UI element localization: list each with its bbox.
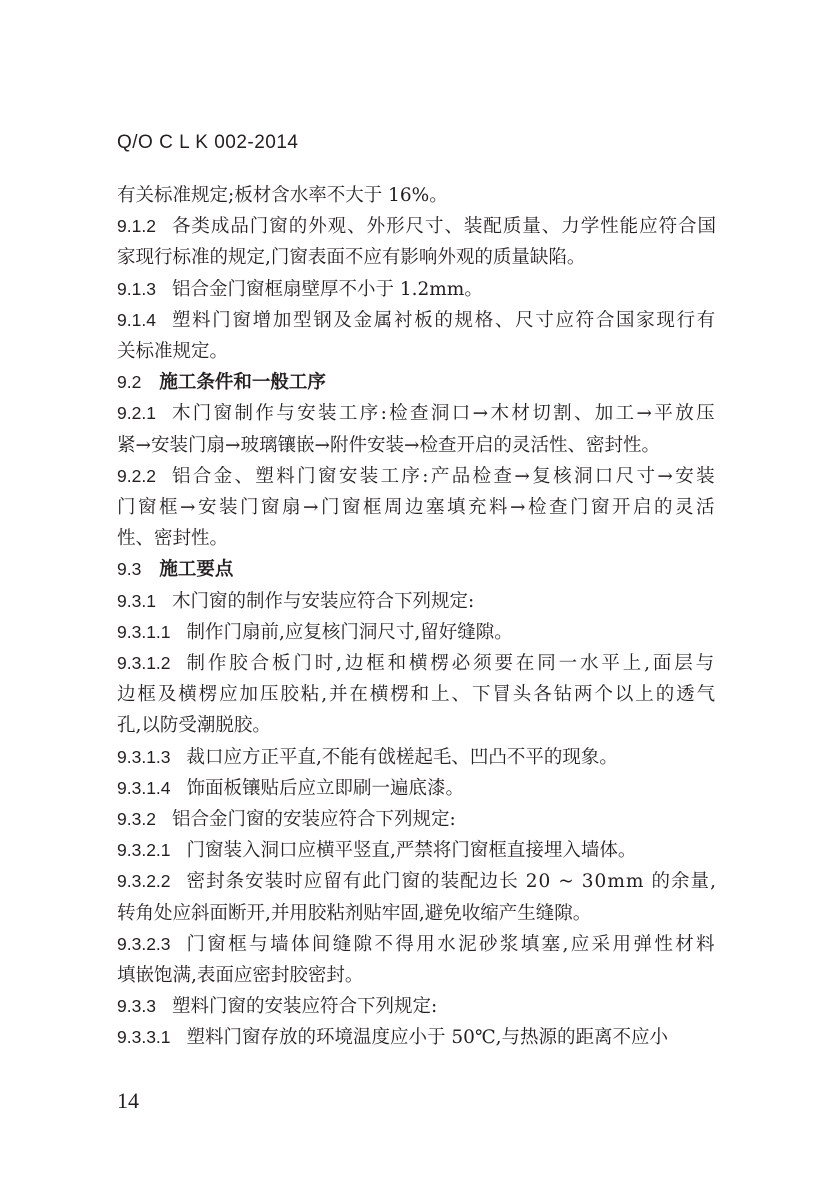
text-line (117, 742, 717, 773)
clause-number: 9.1.2 (117, 216, 156, 237)
text-line (117, 648, 717, 679)
clause-paragraph (117, 991, 717, 1022)
clause-text: 家现行标准的规定,门窗表面不应有影响外观的质量缺陷。 (117, 247, 586, 269)
text-line (117, 461, 717, 492)
clause-number: 9.2 (117, 372, 142, 393)
clause-number: 9.3 (117, 559, 142, 580)
clause-paragraph (117, 929, 717, 991)
clause-text: 孔,以防受潮脱胶。 (117, 715, 271, 737)
text-line (117, 336, 717, 367)
clause-number: 9.3.1.4 (117, 777, 171, 798)
clause-text: 木门窗的制作与安装应符合下列规定: (171, 590, 475, 612)
clause-text: 木门窗制作与安装工序:检查洞口→木材切割、加工→平放压 (171, 403, 717, 425)
document-code: Q/O C L K 002-2014 (117, 132, 299, 153)
clause-text: 转角处应斜面断开,并用胶粘剂贴牢固,避免收缩产生缝隙。 (117, 902, 592, 924)
clause-number: 9.3.2.1 (117, 840, 171, 861)
clause-paragraph (117, 305, 717, 367)
clause-text: 制作门扇前,应复核门洞尺寸,留好缝隙。 (186, 621, 513, 643)
clause-paragraph (117, 617, 717, 648)
heading-text: 施工条件和一般工序 (159, 372, 326, 394)
section-heading (117, 554, 717, 585)
clause-number: 9.1.4 (117, 309, 156, 330)
clause-text: 填嵌饱满,表面应密封胶密封。 (117, 965, 364, 987)
text-line (117, 991, 717, 1022)
text-line (117, 773, 717, 804)
text-line (117, 866, 717, 897)
clause-paragraph (117, 461, 717, 555)
section-heading (117, 367, 717, 398)
clause-text: 关标准规定。 (117, 341, 229, 363)
clause-text: 制作胶合板门时,边框和横楞必须要在同一水平上,面层与 (186, 653, 717, 675)
clause-text: 塑料门窗的安装应符合下列规定: (171, 996, 438, 1018)
text-line (117, 898, 717, 929)
document-body (117, 180, 717, 1054)
clause-text: 塑料门窗存放的环境温度应小于 50℃,与热源的距离不应小 (186, 1027, 669, 1049)
clause-number: 9.3.2 (117, 809, 156, 830)
text-line (117, 367, 717, 398)
clause-text: 门窗装入洞口应横平竖直,严禁将门窗框直接埋入墙体。 (186, 840, 637, 862)
clause-text: 饰面板镶贴后应立即刷一遍底漆。 (186, 777, 465, 799)
clause-text: 铝合金门窗框扇壁厚不小于 1.2mm。 (171, 278, 483, 300)
text-line (117, 835, 717, 866)
clause-number: 9.3.1 (117, 590, 156, 611)
text-line (117, 617, 717, 648)
clause-text: 性、密封性。 (117, 528, 229, 550)
heading-text: 施工要点 (159, 559, 234, 581)
clause-number: 9.3.2.2 (117, 871, 171, 892)
text-line (117, 1022, 717, 1053)
clause-text: 铝合金门窗的安装应符合下列规定: (171, 809, 456, 831)
clause-text: 紧→安装门扇→玻璃镶嵌→附件安装→检查开启的灵活性、密封性。 (117, 434, 661, 456)
clause-paragraph (117, 586, 717, 617)
clause-text: 裁口应方正平直,不能有戗槎起毛、凹凸不平的现象。 (186, 746, 618, 768)
clause-number: 9.1.3 (117, 278, 156, 299)
clause-number: 9.3.1.2 (117, 653, 171, 674)
text-line (117, 274, 717, 305)
text-line (117, 211, 717, 242)
clause-paragraph (117, 804, 717, 835)
clause-number: 9.3.1.3 (117, 746, 171, 767)
clause-number: 9.3.3.1 (117, 1027, 171, 1048)
clause-paragraph (117, 274, 717, 305)
text-line (117, 305, 717, 336)
clause-paragraph (117, 742, 717, 773)
clause-paragraph (117, 398, 717, 460)
clause-text: 各类成品门窗的外观、外形尺寸、装配质量、力学性能应符合国 (171, 216, 717, 238)
text-line (117, 710, 717, 741)
clause-text: 铝合金、塑料门窗安装工序:产品检查→复核洞口尺寸→安装 (171, 465, 717, 487)
text-line (117, 180, 717, 211)
clause-paragraph (117, 211, 717, 273)
clause-paragraph (117, 773, 717, 804)
clause-text: 边框及横楞应加压胶粘,并在横楞和上、下冒头各钻两个以上的透气 (117, 684, 717, 706)
text-line (117, 679, 717, 710)
text-line (117, 929, 717, 960)
clause-paragraph (117, 648, 717, 742)
clause-text: 有关标准规定;板材含水率不大于 16%。 (117, 185, 448, 206)
text-line (117, 242, 717, 273)
text-line (117, 398, 717, 429)
clause-number: 9.2.2 (117, 465, 156, 486)
clause-text: 塑料门窗增加型钢及金属衬板的规格、尺寸应符合国家现行有 (171, 309, 717, 331)
clause-number: 9.3.1.1 (117, 621, 171, 642)
clause-paragraph (117, 1022, 717, 1053)
text-line (117, 960, 717, 991)
text-line (117, 523, 717, 554)
clause-paragraph (117, 866, 717, 928)
clause-number: 9.3.2.3 (117, 933, 171, 954)
clause-text: 门窗框→安装门窗扇→门窗框周边塞填充料→检查门窗开启的灵活 (117, 497, 717, 519)
text-line (117, 430, 717, 461)
clause-text: 密封条安装时应留有此门窗的装配边长 20 ~ 30mm 的余量, (186, 871, 717, 893)
clause-number: 9.2.1 (117, 403, 156, 424)
text-line (117, 492, 717, 523)
text-line (117, 586, 717, 617)
clause-number: 9.3.3 (117, 996, 156, 1017)
page-number: 14 (117, 1088, 139, 1113)
text-line (117, 554, 717, 585)
clause-paragraph (117, 180, 717, 211)
text-line (117, 804, 717, 835)
clause-paragraph (117, 835, 717, 866)
clause-text: 门窗框与墙体间缝隙不得用水泥砂浆填塞,应采用弹性材料 (186, 933, 717, 955)
